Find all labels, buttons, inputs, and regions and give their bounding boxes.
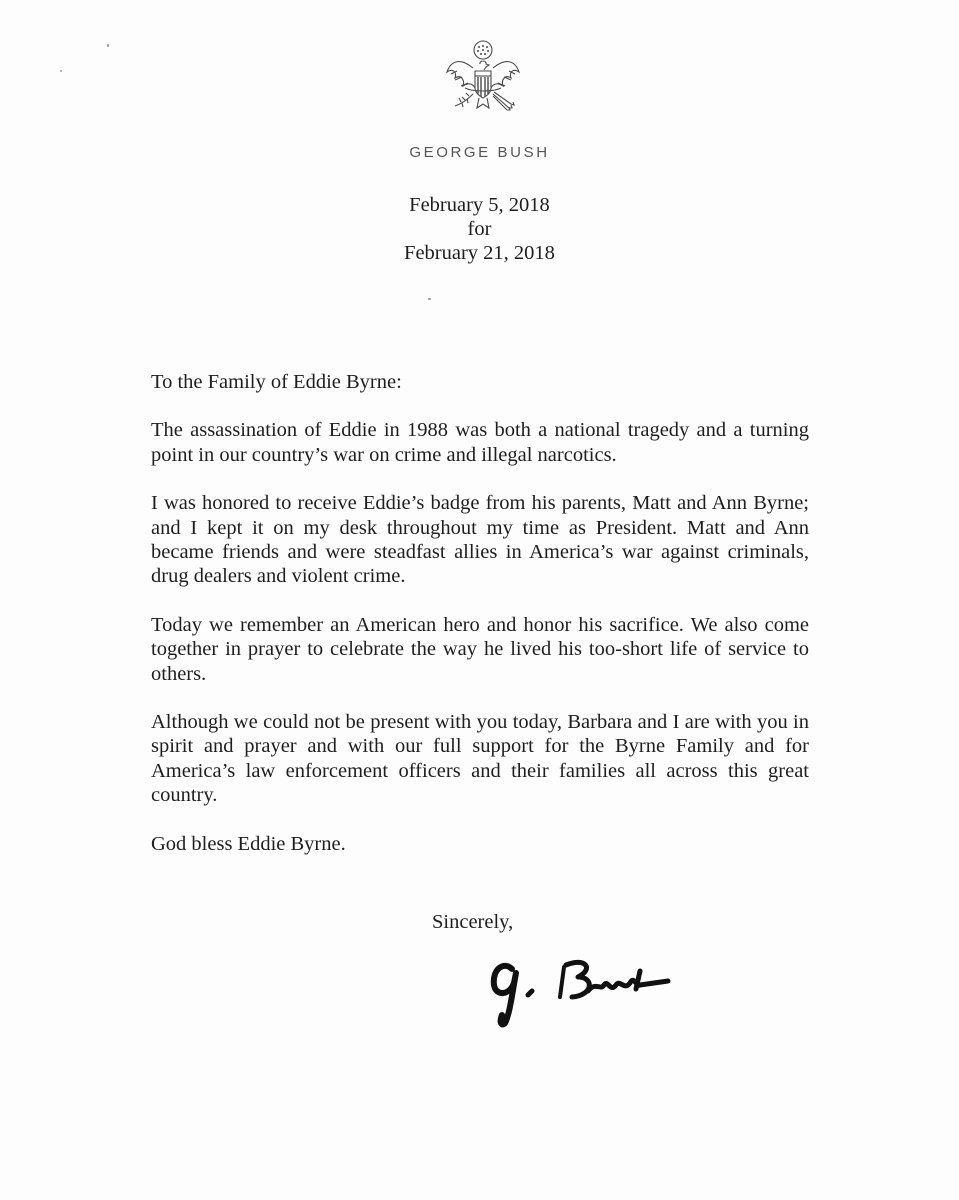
paragraph: I was honored to receive Eddie’s badge from his parents, Matt and Ann Byrne; and I kept it on my desk throughout my time as President. Matt and Ann became friends and were steadfast allies in America’s war against criminals, drug dealers and violent crime. xyxy=(151,492,809,588)
scan-speck xyxy=(428,298,431,300)
letter-body xyxy=(151,370,809,880)
paragraph: Today we remember an American hero and honor his sacrifice. We also come together in prayer to celebrate the way he lived his too-short life of service to others. xyxy=(151,613,809,685)
handwritten-signature xyxy=(490,955,700,1030)
scan-speck xyxy=(60,70,62,72)
paragraph: Although we could not be present with you today, Barbara and I are with you in spirit and prayer and with our full support for the Byrne Family and for America’s law enforcement officers and their families all across this great country. xyxy=(151,711,809,807)
blessing-line: God bless Eddie Byrne. xyxy=(151,832,346,855)
letter-date: February 5, 2018 xyxy=(409,194,550,216)
date-block xyxy=(0,193,959,265)
event-date: February 21, 2018 xyxy=(404,242,555,264)
closing: Sincerely, xyxy=(432,911,514,933)
date-connector: for xyxy=(467,218,492,240)
presidential-eagle-seal-icon xyxy=(443,38,523,130)
scan-speck xyxy=(107,44,109,47)
salutation: To the Family of Eddie Byrne: xyxy=(151,371,402,393)
letterhead-name: GEORGE BUSH xyxy=(409,144,550,161)
paragraph: The assassination of Eddie in 1988 was both a national tragedy and a turning point in our country’s war on crime and illegal narcotics. xyxy=(151,419,809,466)
